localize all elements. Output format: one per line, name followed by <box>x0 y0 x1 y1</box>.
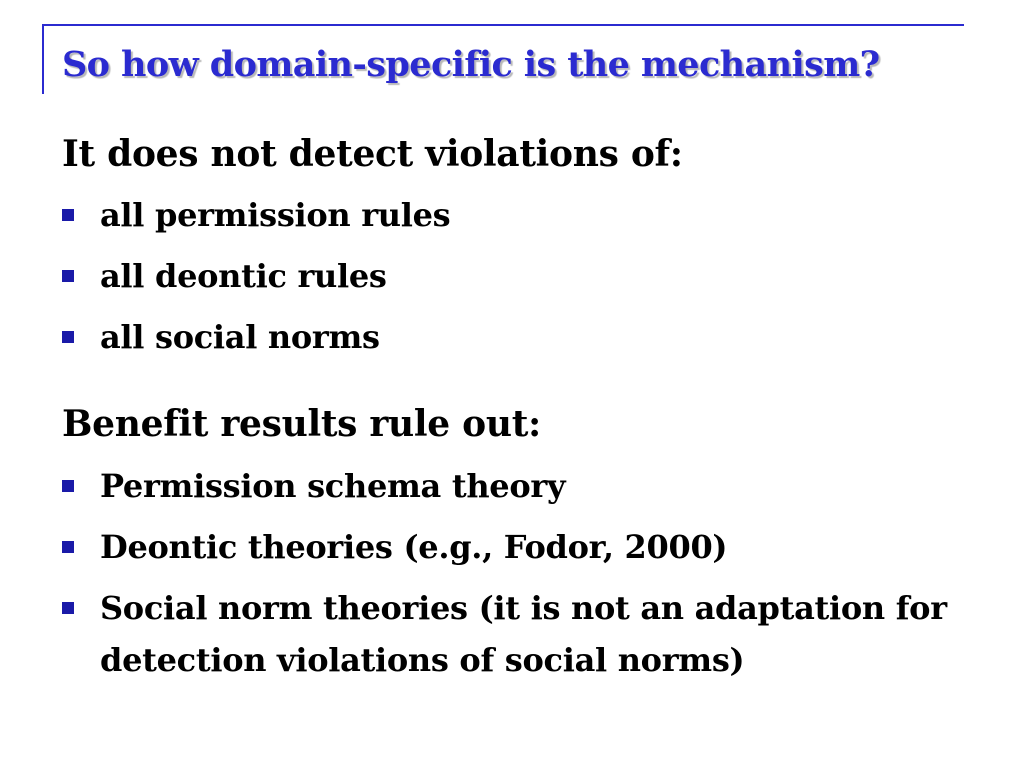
list-item <box>62 189 962 250</box>
list-item-text: Permission schema theory <box>100 467 566 505</box>
section-heading-benefit: Benefit results rule out: <box>62 403 542 445</box>
list-item <box>62 460 962 521</box>
square-bullet-icon <box>62 541 74 553</box>
square-bullet-icon <box>62 480 74 492</box>
slide-title: So how domain-specific is the mechanism? <box>62 44 880 85</box>
section-heading-violations: It does not detect violations of: <box>62 133 683 175</box>
list-item-text: all permission rules <box>100 196 451 234</box>
list-item-text: all social norms <box>100 318 380 356</box>
list-item <box>62 311 962 372</box>
benefit-list <box>62 460 962 686</box>
list-item <box>62 521 962 582</box>
title-frame-left-line <box>42 24 44 94</box>
list-item-text: Deontic theories (e.g., Fodor, 2000) <box>100 528 728 566</box>
list-item <box>62 250 962 311</box>
square-bullet-icon <box>62 602 74 614</box>
list-item-text: all deontic rules <box>100 257 387 295</box>
square-bullet-icon <box>62 331 74 343</box>
list-item <box>62 582 962 686</box>
violations-list <box>62 189 962 372</box>
square-bullet-icon <box>62 209 74 221</box>
square-bullet-icon <box>62 270 74 282</box>
list-item-text: Social norm theories (it is not an adaptation for detection violations of social norms) <box>100 589 947 679</box>
title-frame-top-line <box>42 24 964 26</box>
